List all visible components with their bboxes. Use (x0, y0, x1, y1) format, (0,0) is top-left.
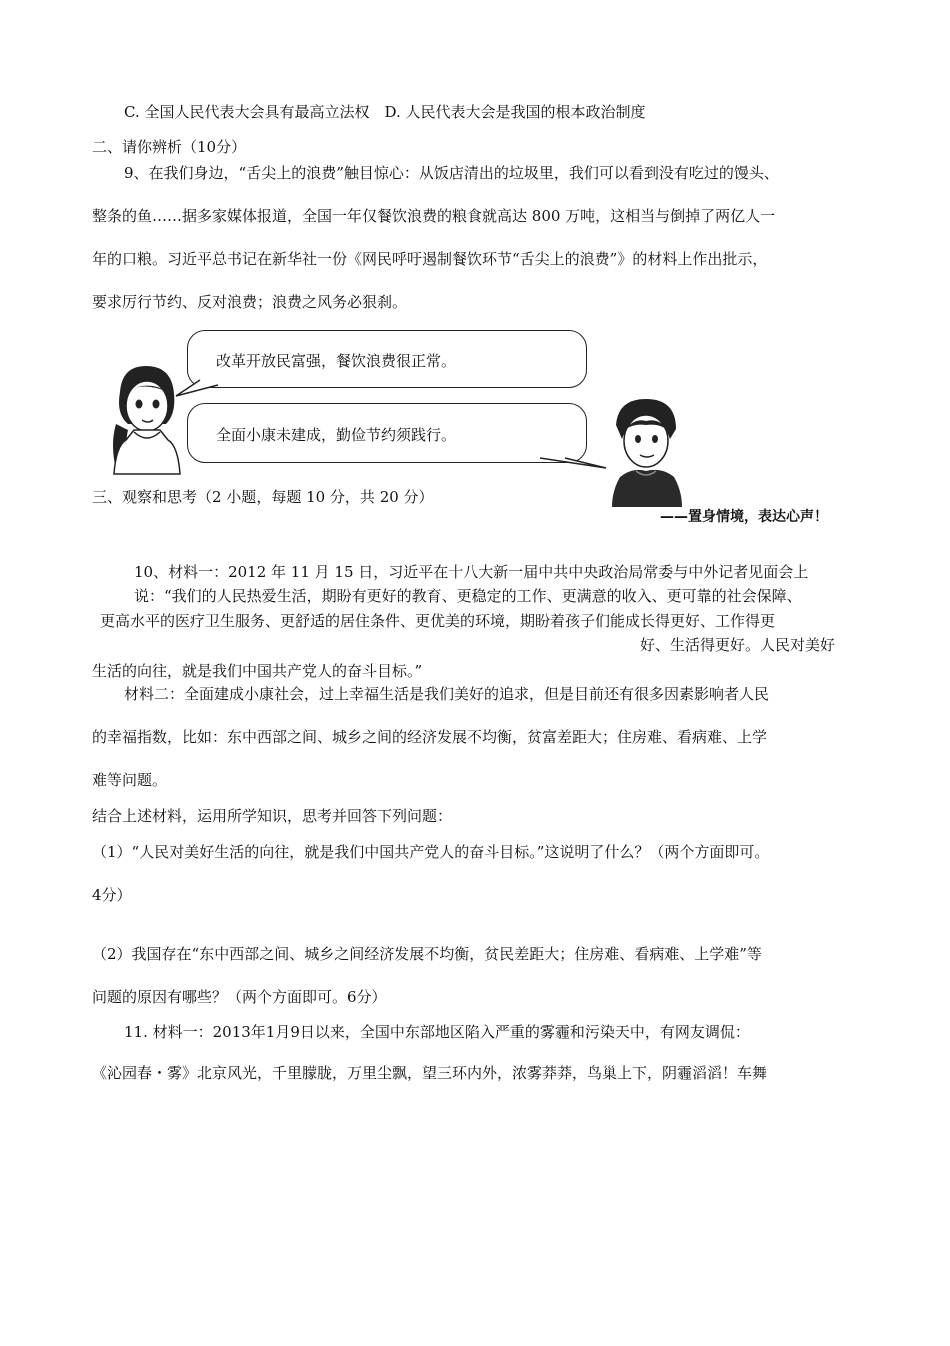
question-10-line-3: 更高水平的医疗卫生服务、更舒适的居住条件、更优美的环境，期盼着孩子们能成长得更好、工作得更 (100, 612, 776, 630)
question-11-line-1: 11. 材料一：2013年1月9日以来，全国中东部地区陷入严重的雾霾和污染天中，有网友调侃： (124, 1023, 750, 1041)
question-9-line-2: 整条的鱼……据多家媒体报道，全国一年仅餐饮浪费的粮食就高达 800 万吨，这相当与倒掉了两亿人一 (92, 207, 776, 225)
sub-question-1-line-2: 4分） (92, 886, 132, 904)
question-9-line-4: 要求厉行节约、反对浪费；浪费之风务必狠刹。 (92, 293, 408, 311)
sub-question-1-line-1: （1）“人民对美好生活的向往，就是我们中国共产党人的奋斗目标。”这说明了什么？（两个方面即可。 (92, 843, 770, 861)
section-two-heading: 二、请你辨析（10分） (92, 138, 247, 156)
question-11-line-2: 《沁园春・雾》北京风光，千里朦胧，万里尘飘，望三环内外，浓雾莽莽，鸟巢上下，阴霾滔滔！车舞 (92, 1064, 768, 1082)
cartoon-caption: ——置身情境，表达心声！ (660, 509, 828, 525)
section-three-heading: 三、观察和思考（2 小题，每题 10 分，共 20 分） (92, 488, 434, 506)
question-10-line-4: 好、生活得更好。人民对美好 (640, 636, 836, 654)
material-two-line-1: 材料二：全面建成小康社会，过上幸福生活是我们美好的追求，但是目前还有很多因素影响者人民 (124, 685, 770, 703)
option-c-d: C. 全国人民代表大会具有最高立法权 D. 人民代表大会是我国的根本政治制度 (124, 103, 646, 121)
question-10-line-1: 10、材料一：2012 年 11 月 15 日，习近平在十八大新一届中共中央政治局常委与中外记者见面会上 (134, 563, 809, 581)
speech-bubble-top-text: 改革开放民富强，餐饮浪费很正常。 (216, 352, 457, 370)
girl-cartoon-icon (106, 362, 186, 477)
question-9-line-1: 9、在我们身边，“舌尖上的浪费”触目惊心：从饭店清出的垃圾里，我们可以看到没有吃过的馒头、 (124, 164, 779, 182)
speech-bubble-bottom-text: 全面小康未建成，勤俭节约须践行。 (216, 426, 457, 444)
boy-cartoon-icon (606, 395, 686, 510)
sub-question-2-line-2: 问题的原因有哪些？（两个方面即可。6分） (92, 988, 387, 1006)
question-9-line-3: 年的口粮。习近平总书记在新华社一份《网民呼吁遏制餐饮环节“舌尖上的浪费”》的材料上作出批示， (92, 250, 768, 268)
material-two-line-2: 的幸福指数，比如：东中西部之间、城乡之间的经济发展不均衡，贫富差距大；住房难、看病难、上学 (92, 728, 768, 746)
question-10-line-5: 生活的向往，就是我们中国共产党人的奋斗目标。” (92, 662, 423, 680)
material-two-line-3: 难等问题。 (92, 771, 168, 789)
question-10-line-2: 说：“我们的人民热爱生活，期盼有更好的教育、更稳定的工作、更满意的收入、更可靠的社会保障、 (134, 587, 802, 605)
sub-question-2-line-1: （2）我国存在“东中西部之间、城乡之间经济发展不均衡，贫民差距大；住房难、看病难、上学难”等 (92, 945, 762, 963)
instruction-line: 结合上述材料，运用所学知识，思考并回答下列问题： (92, 807, 453, 825)
